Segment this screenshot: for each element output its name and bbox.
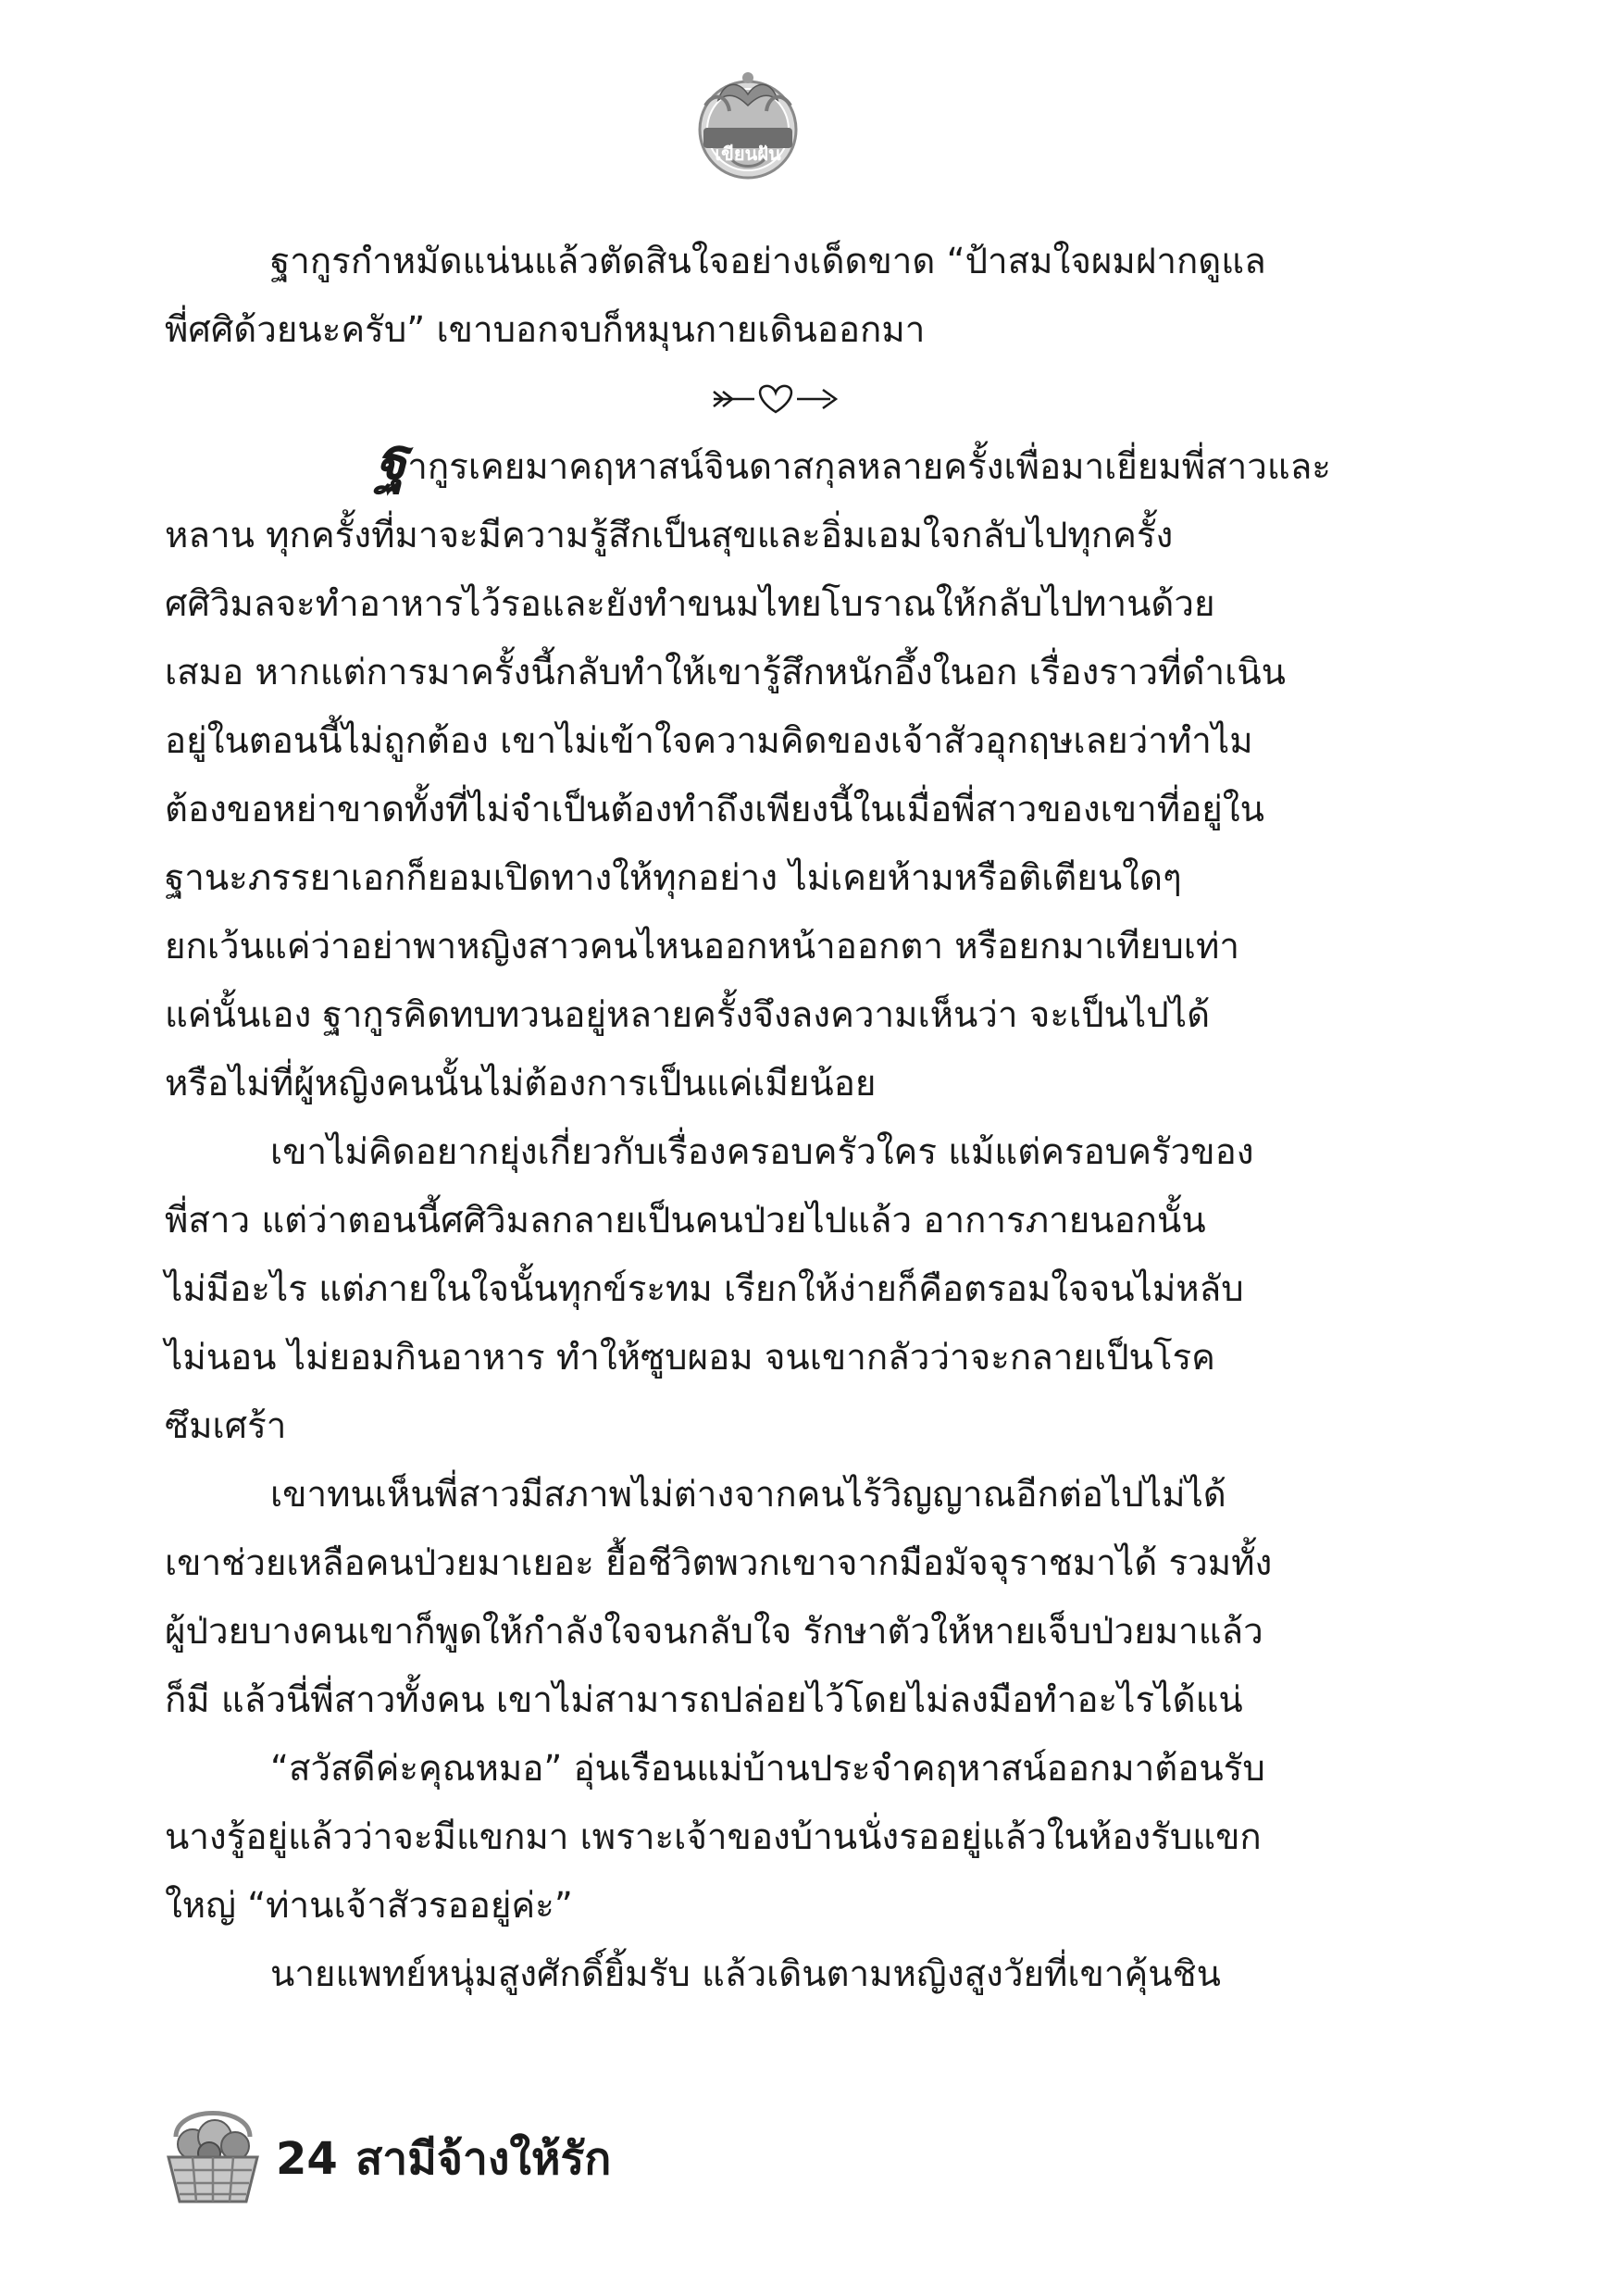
text-line: ผู้ป่วยบางคนเขาก็พูดให้กำลังใจจนกลับใจ รักษาตัวให้หายเจ็บป่วยมาแล้ว [165,1611,1263,1653]
text-line: ซึมเศร้า [165,1405,287,1447]
text-line: ฐานะภรรยาเอกก็ยอมเปิดทางให้ทุกอย่าง ไม่เคยห้ามหรือติเตียนใดๆ [165,857,1182,899]
book-title: สามีจ้างให้รัก [355,2133,612,2185]
flower-basket-icon [156,2096,270,2211]
text-line: ศศิวิมลจะทำอาหารไว้รอและยังทำขนมไทยโบราณให้กลับไปทานด้วย [165,583,1215,625]
text-line: เสมอ หากแต่การมาครั้งนี้กลับทำให้เขารู้สึกหนักอึ้งในอก เรื่องราวที่ดำเนิน [165,652,1286,693]
text-line: อยู่ในตอนนี้ไม่ถูกต้อง เขาไม่เข้าใจความคิดของเจ้าสัวอุกฤษเลยว่าทำไม [165,720,1253,762]
text-line: ไม่นอน ไม่ยอมกินอาหาร ทำให้ซูบผอม จนเขากลัวว่าจะกลายเป็นโรค [165,1337,1215,1379]
emblem-text: เขียนฝัน [715,143,781,165]
paragraph [165,1118,1387,1461]
text-line: นายแพทย์หนุ่มสูงศักดิ์ยิ้มรับ แล้วเดินตามหญิงสูงวัยที่เขาคุ้นชิน [270,1953,1221,1995]
text-line: ไม่มีอะไร แต่ภายในใจนั้นทุกข์ระทม เรียกให้ง่ายก็คือตรอมใจจนไม่หลับ [165,1268,1244,1310]
text-line [165,425,1387,502]
paragraph [165,1940,1387,2009]
text-line: เขาทนเห็นพี่สาวมีสภาพไม่ต่างจากคนไร้วิญญาณอีกต่อไปไม่ได้ [270,1474,1226,1516]
text-line: หรือไม่ที่ผู้หญิงคนนั้นไม่ต้องการเป็นแค่เมียน้อย [165,1063,877,1104]
drop-cap: ฐ [376,425,408,493]
text-line: หลาน ทุกครั้งที่มาจะมีความรู้สึกเป็นสุขและอิ่มเอมใจกลับไปทุกครั้ง [165,515,1174,556]
header-emblem [687,63,809,185]
paragraph [165,1735,1387,1940]
text-line-rest: ากูรเคยมาคฤหาสน์จินดาสกุลหลายครั้งเพื่อมาเยี่ยมพี่สาวและ [407,446,1331,488]
heart-arrow-icon [710,381,841,418]
text-line: ต้องขอหย่าขาดทั้งที่ไม่จำเป็นต้องทำถึงเพียงนี้ในเมื่อพี่สาวของเขาที่อยู่ใน [165,789,1264,830]
text-line: ใหญ่ “ท่านเจ้าสัวรออยู่ค่ะ” [165,1885,573,1927]
text-line: แค่นั้นเอง ฐากูรคิดทบทวนอยู่หลายครั้งจึงลงความเห็นว่า จะเป็นไปได้ [165,994,1211,1036]
text-line: เขาช่วยเหลือคนป่วยมาเยอะ ยื้อชีวิตพวกเขาจากมือมัจจุราชมาได้ รวมทั้ง [165,1542,1273,1584]
section-divider [165,365,1387,433]
chapter-body [165,228,1387,2009]
text-line: ก็มี แล้วนี่พี่สาวทั้งคน เขาไม่สามารถปล่อยไว้โดยไม่ลงมือทำอะไรได้แน่ [165,1679,1243,1721]
text-line: พี่สาว แต่ว่าตอนนี้ศศิวิมลกลายเป็นคนป่วยไปแล้ว อาการภายนอกนั้น [165,1200,1206,1242]
text-line: เขาไม่คิดอยากยุ่งเกี่ยวกับเรื่องครอบครัวใคร แม้แต่ครอบครัวของ [270,1131,1254,1173]
text-line: นางรู้อยู่แล้วว่าจะมีแขกมา เพราะเจ้าของบ้านนั่งรออยู่แล้วในห้องรับแขก [165,1816,1262,1858]
text-line: ฐากูรกำหมัดแน่นแล้วตัดสินใจอย่างเด็ดขาด “ป้าสมใจผมฝากดูแล [270,241,1266,282]
footer-ornament [156,2096,270,2211]
page-footer [156,2096,896,2216]
paragraph [165,228,1387,365]
text-line: “สวัสดีค่ะคุณหมอ” อุ่นเรือนแม่บ้านประจำคฤหาสน์ออกมาต้อนรับ [270,1748,1265,1790]
text-line: ยกเว้นแค่ว่าอย่าพาหญิงสาวคนไหนออกหน้าออกตา หรือยกมาเทียบเท่า [165,926,1239,967]
paragraph [165,425,1387,1118]
paragraph [165,1461,1387,1735]
text-line: พี่ศศิด้วยนะครับ” เขาบอกจบก็หมุนกายเดินออกมา [165,309,926,351]
page-number: 24 [276,2133,338,2185]
